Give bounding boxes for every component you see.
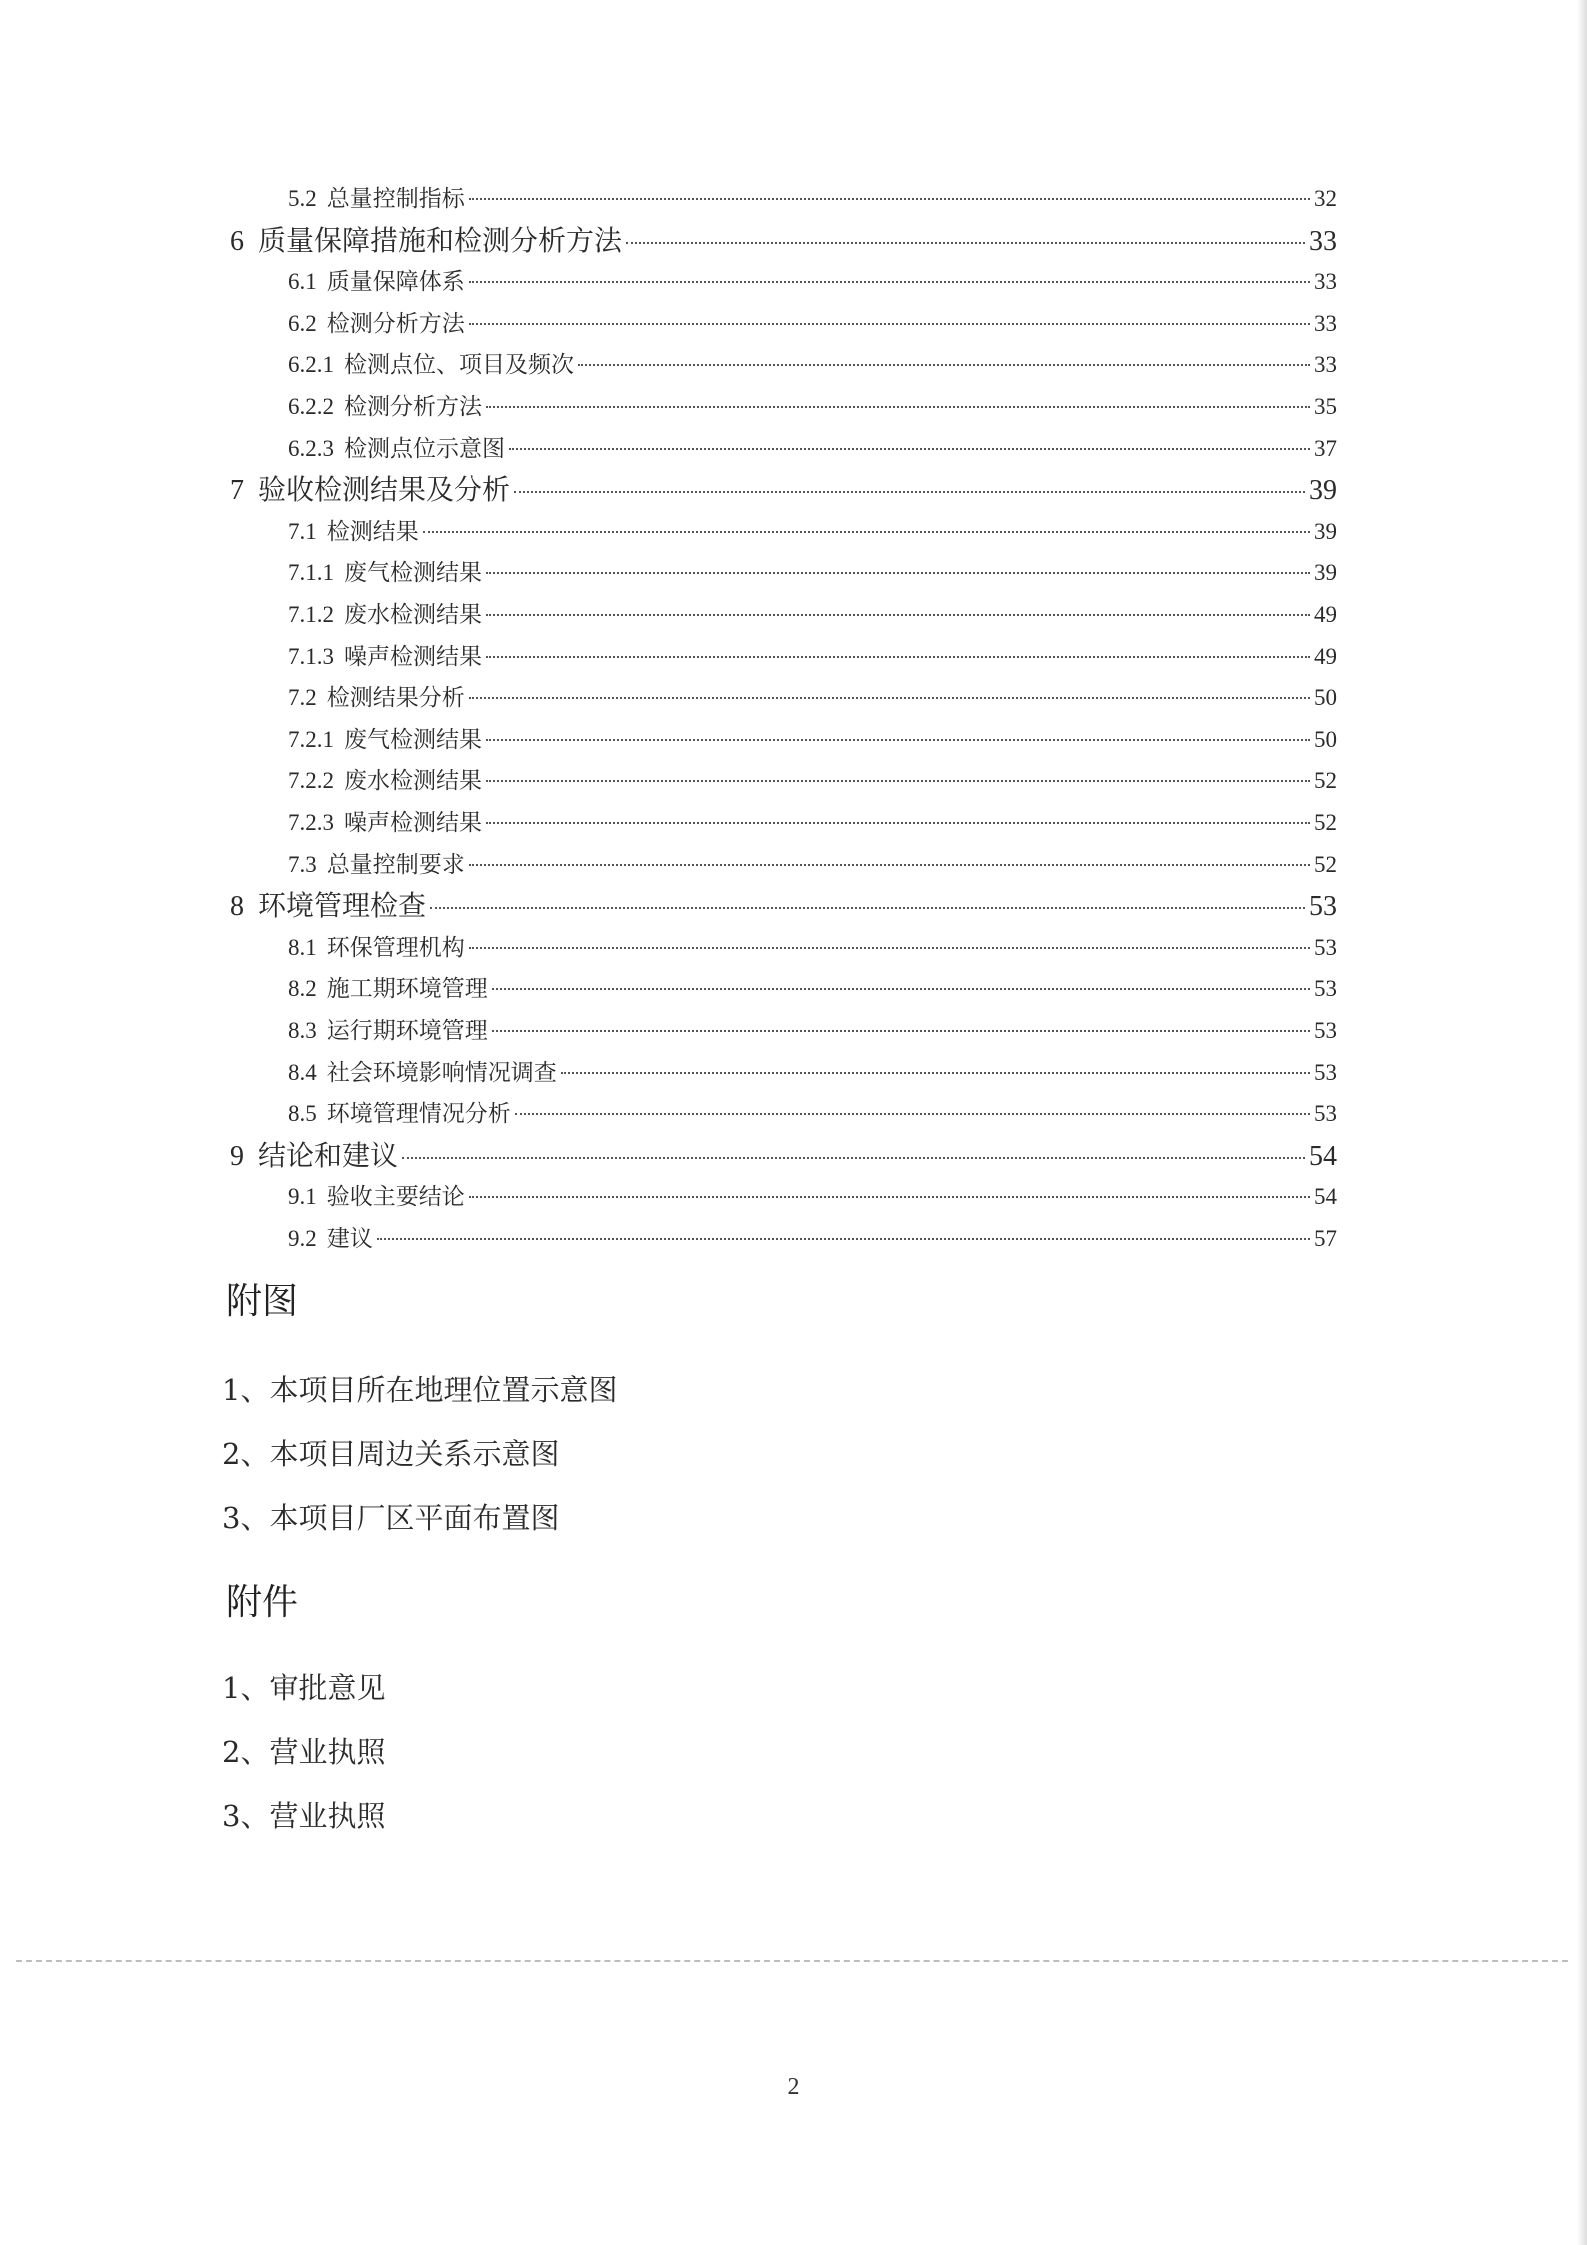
- toc-title: 噪声检测结果: [344, 644, 482, 670]
- toc-title: 噪声检测结果: [344, 810, 482, 836]
- toc-section-row: [288, 1054, 1337, 1092]
- toc-dot-leader: [509, 448, 1310, 450]
- toc-number: 7.1.1: [288, 560, 334, 585]
- toc-section-row: [288, 1178, 1337, 1216]
- toc-section-row: [288, 180, 1337, 218]
- toc-section-row: [288, 596, 1337, 634]
- toc-page-number: 49: [1314, 602, 1337, 627]
- toc-section-row: [288, 1012, 1337, 1050]
- attachment-item-3: 3、营业执照: [222, 1799, 386, 1833]
- toc-dot-leader: [486, 739, 1310, 741]
- toc-page-number: 52: [1314, 852, 1337, 877]
- toc-page-number: 33: [1309, 226, 1337, 257]
- toc-section-row: [288, 388, 1337, 426]
- toc-section-row: [288, 430, 1337, 468]
- toc-title: 检测分析方法: [344, 394, 482, 420]
- toc-title: 建议: [326, 1226, 373, 1252]
- toc-number: 8.2: [288, 976, 317, 1001]
- scan-edge-shadow: [1577, 0, 1587, 2245]
- toc-dot-leader: [469, 1196, 1310, 1198]
- toc-page-number: 50: [1314, 685, 1337, 710]
- toc-title: 总量控制要求: [326, 852, 465, 878]
- toc-dot-leader: [515, 1113, 1310, 1115]
- toc-page-number: 53: [1309, 891, 1337, 922]
- toc-dot-leader: [469, 864, 1310, 866]
- toc-number: 9.2: [288, 1226, 317, 1251]
- toc-title: 运行期环境管理: [326, 1018, 488, 1044]
- toc-number: 6.2.3: [288, 436, 334, 461]
- toc-dot-leader: [469, 198, 1310, 200]
- toc-number: 8.4: [288, 1060, 317, 1085]
- toc-section-row: [288, 679, 1337, 717]
- toc-title: 检测分析方法: [326, 311, 465, 337]
- toc-section-row: [288, 1095, 1337, 1133]
- toc-chapter-row: [230, 222, 1337, 260]
- toc-page-number: 53: [1314, 976, 1337, 1001]
- toc-number: 7.2.1: [288, 727, 334, 752]
- toc-section-row: [288, 970, 1337, 1008]
- toc-number: 6.2.2: [288, 394, 334, 419]
- toc-chapter-row: [230, 1137, 1337, 1175]
- toc-dot-leader: [486, 614, 1310, 616]
- toc-page-number: 33: [1314, 352, 1337, 377]
- toc-dot-leader: [626, 242, 1305, 244]
- toc-number: 6.1: [288, 269, 317, 294]
- toc-page-number: 33: [1314, 311, 1337, 336]
- toc-number: 7.1: [288, 519, 317, 544]
- toc-title: 废水检测结果: [344, 602, 482, 628]
- toc-section-row: [288, 846, 1337, 884]
- toc-number: 7.2.2: [288, 768, 334, 793]
- toc-title: 环境管理检查: [258, 889, 427, 922]
- attachment-item-2: 2、营业执照: [222, 1735, 386, 1769]
- toc-dot-leader: [486, 780, 1310, 782]
- toc-section-row: [288, 929, 1337, 967]
- toc-section-row: [288, 346, 1337, 384]
- toc-number: 7.1.3: [288, 644, 334, 669]
- toc-number: 7.2: [288, 685, 317, 710]
- attachment-item-1: 1、审批意见: [222, 1671, 386, 1705]
- toc-dot-leader: [469, 281, 1310, 283]
- toc-dot-leader: [469, 323, 1310, 325]
- toc-page-number: 39: [1309, 475, 1337, 506]
- toc-page-number: 39: [1314, 519, 1337, 544]
- footer-divider: [16, 1960, 1568, 1962]
- toc-number: 7.1.2: [288, 602, 334, 627]
- toc-page-number: 53: [1314, 935, 1337, 960]
- figure-item-1: 1、本项目所在地理位置示意图: [222, 1373, 618, 1407]
- toc-title: 废气检测结果: [344, 727, 482, 753]
- toc-page-number: 54: [1309, 1141, 1337, 1172]
- figure-item-2: 2、本项目周边关系示意图: [222, 1437, 560, 1471]
- toc-number: 8.5: [288, 1101, 317, 1126]
- toc-section-row: [288, 804, 1337, 842]
- toc-section-row: [288, 1220, 1337, 1258]
- toc-number: 6.2: [288, 311, 317, 336]
- figure-item-3: 3、本项目厂区平面布置图: [222, 1501, 560, 1535]
- toc-number: 8.1: [288, 935, 317, 960]
- toc-title: 检测点位、项目及频次: [344, 352, 574, 378]
- toc-dot-leader: [514, 491, 1305, 493]
- toc-title: 社会环境影响情况调查: [326, 1060, 557, 1086]
- toc-page-number: 53: [1314, 1018, 1337, 1043]
- toc-number: 9: [230, 1141, 244, 1172]
- toc-title: 质量保障措施和检测分析方法: [258, 224, 623, 257]
- toc-dot-leader: [578, 364, 1310, 366]
- toc-title: 检测点位示意图: [344, 436, 505, 462]
- toc-title: 质量保障体系: [326, 269, 465, 295]
- toc-dot-leader: [492, 988, 1310, 990]
- toc-section-row: [288, 721, 1337, 759]
- toc-number: 6.2.1: [288, 352, 334, 377]
- toc-title: 检测结果: [326, 519, 419, 545]
- toc-chapter-row: [230, 471, 1337, 509]
- toc-section-row: [288, 762, 1337, 800]
- toc-dot-leader: [561, 1072, 1310, 1074]
- toc-title: 废水检测结果: [344, 768, 482, 794]
- page-number: 2: [787, 2074, 800, 2100]
- toc-number: 7.3: [288, 852, 317, 877]
- toc-number: 6: [230, 226, 244, 257]
- toc-number: 5.2: [288, 186, 317, 211]
- toc-title: 验收检测结果及分析: [258, 473, 511, 506]
- toc-number: 7.2.3: [288, 810, 334, 835]
- toc-page-number: 37: [1314, 436, 1337, 461]
- toc-page-number: 53: [1314, 1101, 1337, 1126]
- toc-section-row: [288, 554, 1337, 592]
- toc-page-number: 52: [1314, 810, 1337, 835]
- figures-heading: 附图: [226, 1281, 299, 1322]
- toc-chapter-row: [230, 887, 1337, 925]
- toc-page-number: 39: [1314, 560, 1337, 585]
- toc-title: 废气检测结果: [344, 560, 482, 586]
- toc-dot-leader: [486, 406, 1310, 408]
- toc-title: 结论和建议: [258, 1139, 399, 1172]
- toc-section-row: [288, 513, 1337, 551]
- toc-dot-leader: [486, 572, 1310, 574]
- toc-title: 总量控制指标: [326, 186, 465, 212]
- toc-dot-leader: [486, 656, 1310, 658]
- toc-section-row: [288, 638, 1337, 676]
- toc-page-number: 50: [1314, 727, 1337, 752]
- toc-dot-leader: [492, 1030, 1310, 1032]
- toc-title: 环保管理机构: [326, 935, 465, 961]
- toc-dot-leader: [423, 531, 1310, 533]
- toc-title: 环境管理情况分析: [326, 1101, 511, 1127]
- toc-dot-leader: [430, 907, 1305, 909]
- toc-dot-leader: [377, 1238, 1310, 1240]
- toc-number: 8: [230, 891, 244, 922]
- toc-page-number: 52: [1314, 768, 1337, 793]
- toc-page-number: 57: [1314, 1226, 1337, 1251]
- toc-dot-leader: [469, 947, 1310, 949]
- toc-page-number: 53: [1314, 1060, 1337, 1085]
- toc-title: 施工期环境管理: [326, 976, 488, 1002]
- toc-page-number: 54: [1314, 1184, 1337, 1209]
- attachments-heading: 附件: [226, 1582, 299, 1623]
- toc-title: 检测结果分析: [326, 685, 465, 711]
- toc-page-number: 35: [1314, 394, 1337, 419]
- toc-page-number: 32: [1314, 186, 1337, 211]
- toc-dot-leader: [469, 697, 1310, 699]
- toc-section-row: [288, 263, 1337, 301]
- toc-page-number: 33: [1314, 269, 1337, 294]
- toc-dot-leader: [402, 1157, 1305, 1159]
- toc-section-row: [288, 305, 1337, 343]
- toc-number: 9.1: [288, 1184, 317, 1209]
- toc-number: 8.3: [288, 1018, 317, 1043]
- toc-title: 验收主要结论: [326, 1184, 465, 1210]
- toc-number: 7: [230, 475, 244, 506]
- toc-page-number: 49: [1314, 644, 1337, 669]
- toc-dot-leader: [486, 822, 1310, 824]
